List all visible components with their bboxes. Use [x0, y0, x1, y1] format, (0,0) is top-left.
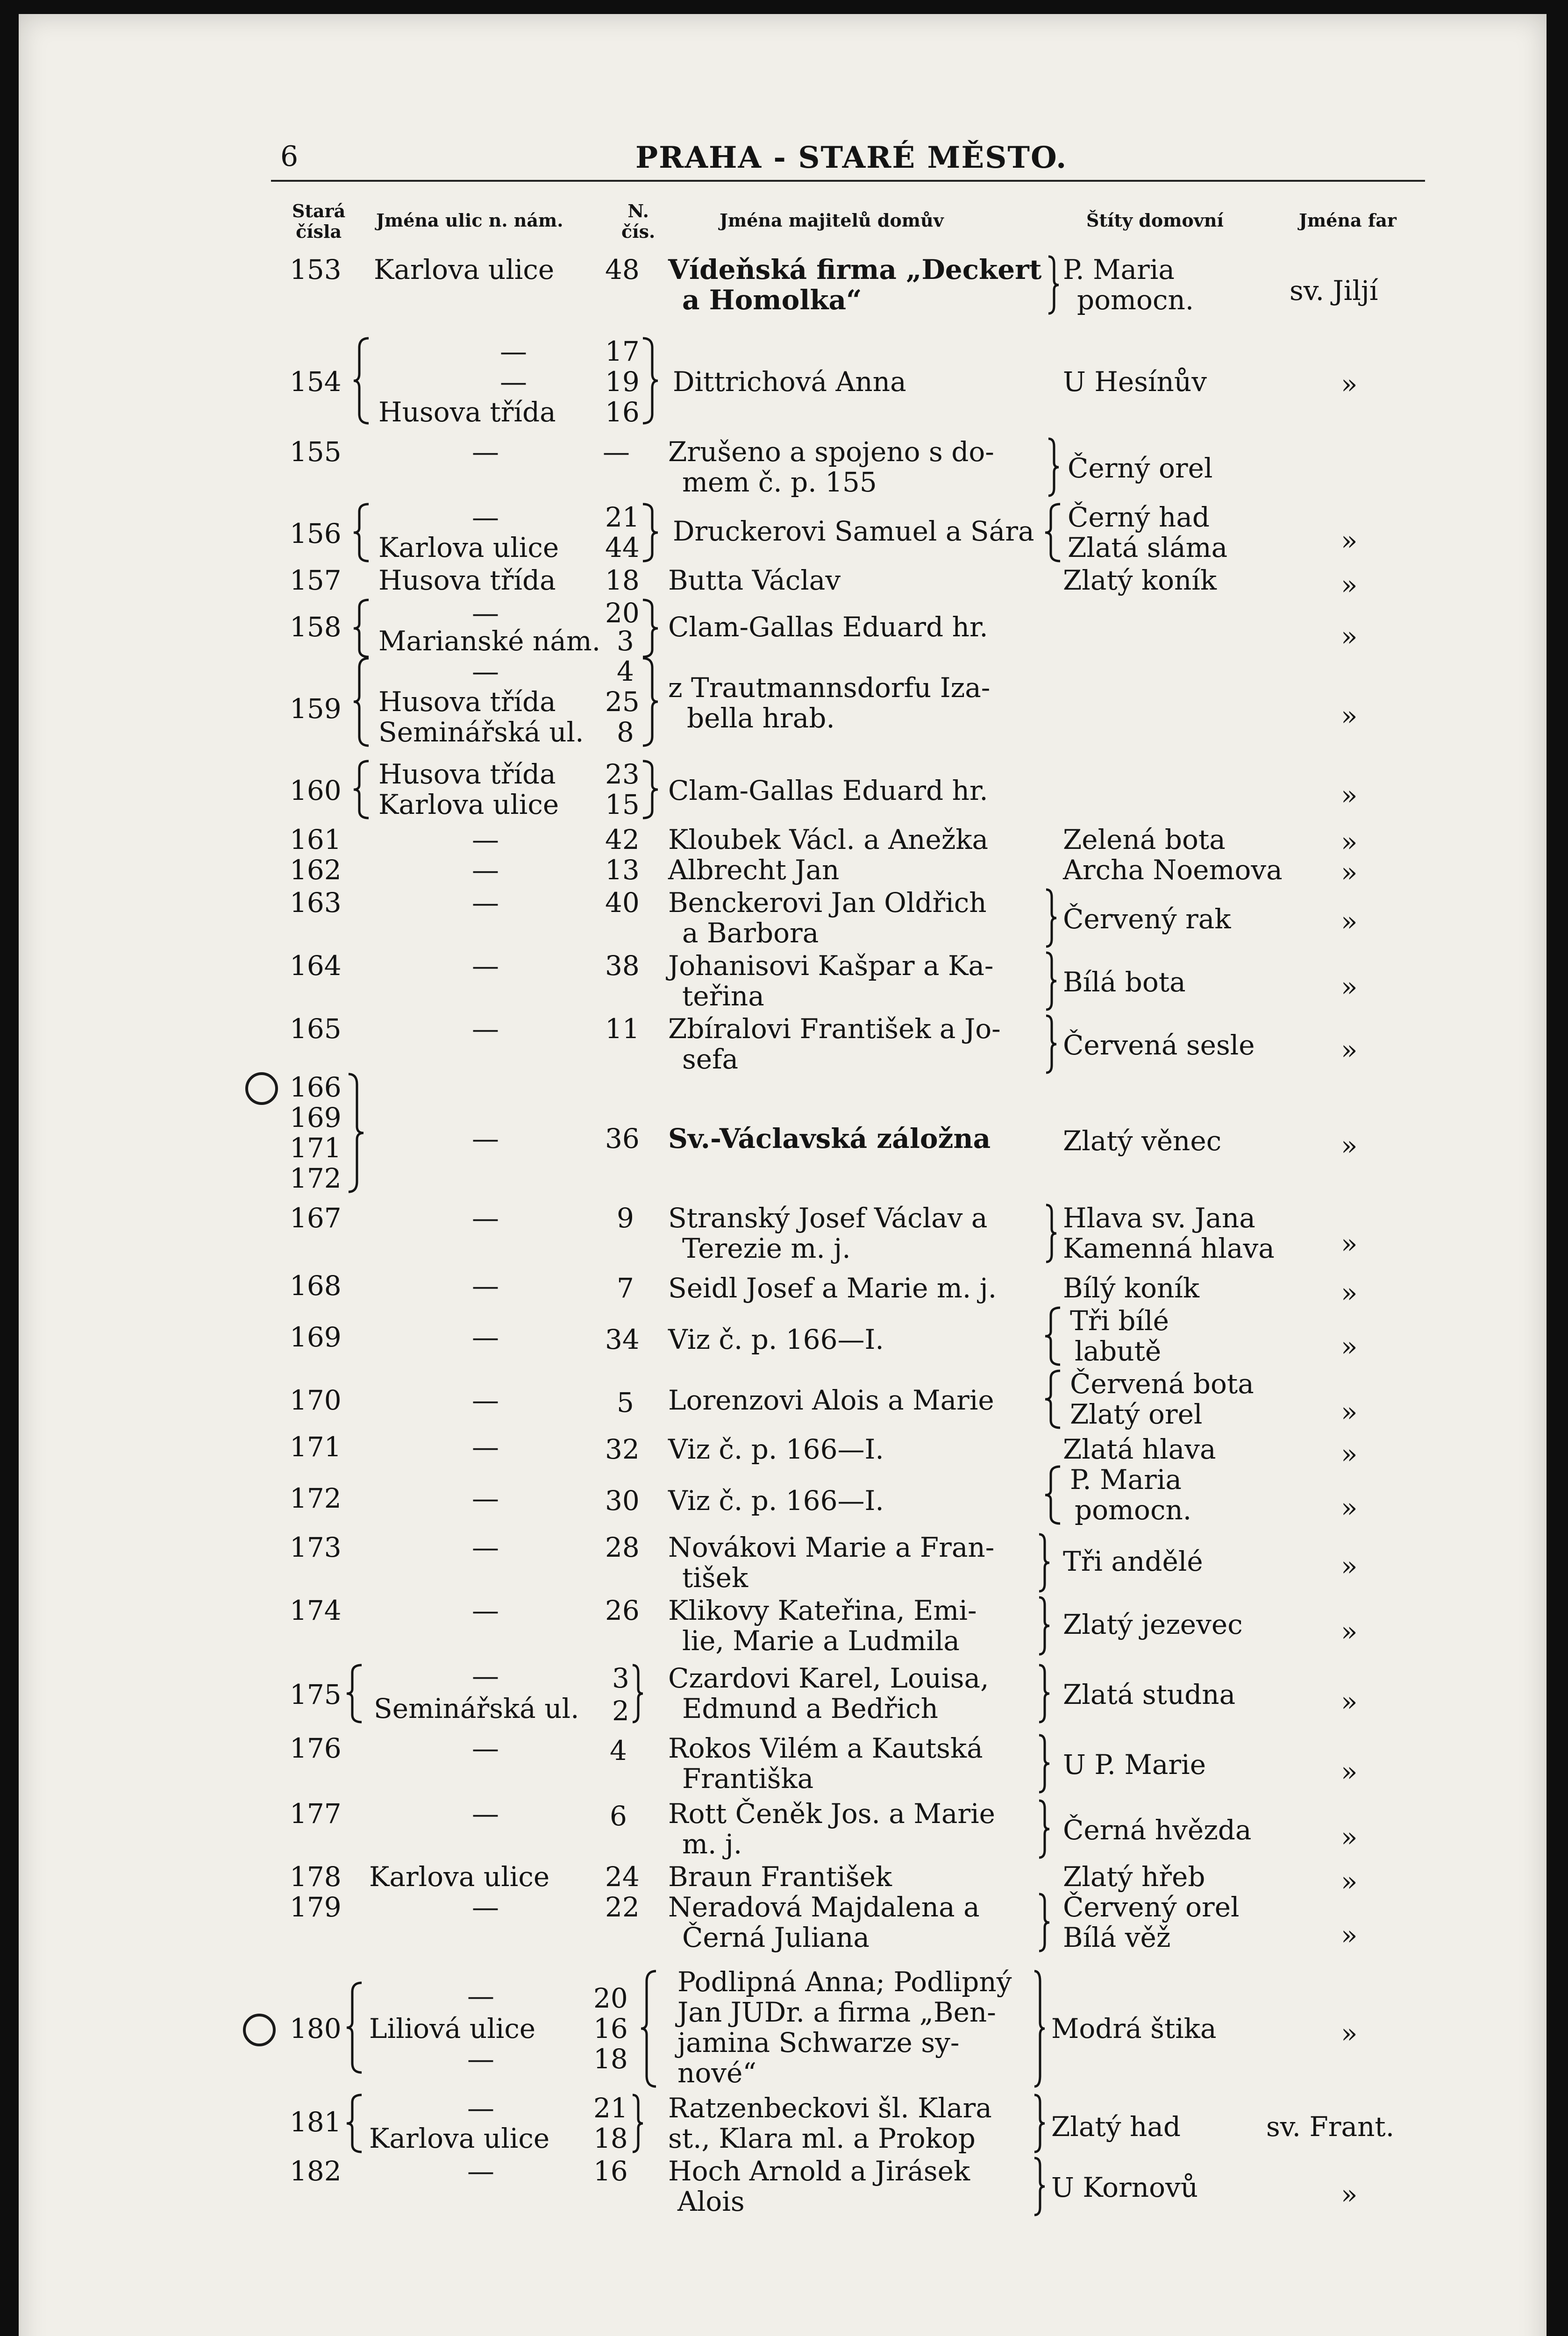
brace-181-sign — [1033, 2093, 1047, 2154]
row-180-num: 180 — [290, 2013, 342, 2044]
row-178-owner: Braun František — [668, 1861, 892, 1893]
row-171-sign: Zlatá hlava — [1063, 1433, 1216, 1465]
row-156-owner: Druckerovi Samuel a Sára — [673, 515, 1034, 547]
row-163-owner-1: Benckerovi Jan Oldřich — [668, 887, 987, 919]
row-159-cis-3: 8 — [617, 716, 634, 748]
row-172-sign-2: pomocn. — [1075, 1494, 1192, 1526]
row-163-parish: » — [1341, 905, 1358, 937]
brace-180-mid — [640, 1969, 659, 2088]
row-180-owner-2: Jan JUDr. a firma „Ben- — [677, 1996, 996, 2028]
row-153-sign-2: pomocn. — [1077, 284, 1194, 316]
brace-181-right — [631, 2093, 645, 2154]
row-165-cis: 11 — [605, 1013, 640, 1045]
row-176-sign: U P. Marie — [1063, 1749, 1206, 1780]
row-173-num: 173 — [290, 1531, 342, 1563]
row-157-cis: 18 — [605, 564, 640, 596]
brace-182 — [1033, 2156, 1047, 2217]
row-164-sign: Bílá bota — [1063, 966, 1186, 998]
row-157-sign: Zlatý koník — [1063, 564, 1217, 596]
row-181-street-2: Karlova ulice — [369, 2122, 550, 2154]
row-175-parish: » — [1341, 1686, 1358, 1717]
row-154-parish: » — [1341, 368, 1358, 400]
row-181-cis-1: 21 — [593, 2092, 628, 2124]
row-158-owner: Clam-Gallas Eduard hr. — [668, 611, 988, 643]
col-header-stara-cisla: Stará čísla — [292, 200, 346, 242]
row-176-owner-2: Františka — [682, 1763, 814, 1795]
row-176-owner-1: Rokos Vilém a Kautská — [668, 1732, 983, 1764]
row-169-owner: Viz č. p. 166—I. — [668, 1324, 884, 1355]
brace-156-left — [353, 502, 371, 563]
row-166-num-1: 166 — [290, 1071, 342, 1103]
row-172-parish: » — [1341, 1492, 1358, 1524]
row-165-sign: Červená sesle — [1063, 1029, 1255, 1061]
brace-177 — [1037, 1799, 1051, 1859]
row-159-street-1: — — [472, 655, 499, 687]
row-180-street-2: Liliová ulice — [369, 2013, 536, 2044]
row-181-street-1: — — [467, 2092, 494, 2124]
row-155-num: 155 — [290, 436, 342, 468]
row-169-cis: 34 — [605, 1324, 640, 1355]
row-174-cis: 26 — [605, 1595, 640, 1626]
row-182-num: 182 — [290, 2155, 342, 2187]
row-174-owner-2: lie, Marie a Ludmila — [682, 1625, 960, 1657]
brace-160-right — [640, 759, 659, 820]
brace-166-group — [346, 1072, 364, 1194]
row-159-cis-2: 25 — [605, 686, 640, 718]
brace-172 — [1044, 1465, 1063, 1525]
row-174-street: — — [472, 1595, 499, 1626]
brace-153 — [1047, 255, 1061, 315]
row-163-street: — — [472, 887, 499, 919]
row-153-cis: 48 — [605, 254, 640, 285]
row-167-cis: 9 — [617, 1202, 634, 1234]
row-173-owner-2: tišek — [682, 1562, 748, 1594]
row-171-parish: » — [1341, 1438, 1358, 1470]
row-170-num: 170 — [290, 1384, 342, 1416]
row-177-sign: Černá hvězda — [1063, 1814, 1252, 1846]
row-173-owner-1: Novákovi Marie a Fran- — [668, 1531, 995, 1563]
row-182-cis: 16 — [593, 2155, 628, 2187]
row-165-owner-2: sefa — [682, 1043, 739, 1075]
row-173-parish: » — [1341, 1550, 1358, 1582]
row-161-owner: Kloubek Václ. a Anežka — [668, 824, 989, 855]
row-158-parish: » — [1341, 620, 1358, 652]
row-170-street: — — [472, 1384, 499, 1416]
row-154-street-3: Husova třída — [378, 396, 556, 428]
row-156-street-1: — — [472, 501, 499, 533]
row-169-parish: » — [1341, 1331, 1358, 1362]
row-170-sign-1: Červená bota — [1070, 1368, 1254, 1400]
row-173-cis: 28 — [605, 1531, 640, 1563]
row-161-sign: Zelená bota — [1063, 824, 1226, 855]
row-166-cis: 36 — [605, 1123, 640, 1154]
row-182-owner-1: Hoch Arnold a Jirásek — [668, 2155, 970, 2187]
row-159-num: 159 — [290, 693, 342, 725]
row-175-street-1: — — [472, 1660, 499, 1692]
row-167-owner-1: Stranský Josef Václav a — [668, 1202, 988, 1234]
row-177-street: — — [472, 1798, 499, 1830]
row-169-sign-2: labutě — [1075, 1335, 1162, 1367]
brace-180-left — [346, 1981, 364, 2074]
row-155-cis: — — [603, 436, 630, 468]
row-167-owner-2: Terezie m. j. — [682, 1232, 851, 1264]
row-175-owner-1: Czardovi Karel, Louisa, — [668, 1662, 989, 1694]
row-166-parish: » — [1341, 1130, 1358, 1161]
row-165-street: — — [472, 1013, 499, 1045]
brace-173 — [1037, 1532, 1051, 1593]
row-160-cis-2: 15 — [605, 789, 640, 820]
row-162-cis: 13 — [605, 854, 640, 886]
col-header-majitele: Jména majitelů domův — [720, 210, 944, 231]
row-159-street-3: Seminářská ul. — [378, 716, 584, 748]
row-156-sign-1: Černý had — [1068, 501, 1210, 533]
row-156-parish: » — [1341, 525, 1358, 556]
row-160-num: 160 — [290, 775, 342, 806]
row-175-owner-2: Edmund a Bedřich — [682, 1693, 938, 1724]
row-163-sign: Červený rak — [1063, 903, 1231, 935]
brace-160-left — [353, 759, 371, 820]
row-153-owner-1: Vídeňská firma „Deckert — [668, 254, 1042, 285]
brace-181-left — [346, 2093, 364, 2154]
page — [19, 14, 1547, 2336]
row-178-cis: 24 — [605, 1861, 640, 1893]
row-164-num: 164 — [290, 950, 342, 982]
row-181-num: 181 — [290, 2106, 342, 2138]
row-176-street: — — [472, 1732, 499, 1764]
brace-156-right — [640, 502, 659, 563]
row-163-num: 163 — [290, 887, 342, 919]
col-header-fary: Jména far — [1299, 210, 1397, 231]
row-176-parish: » — [1341, 1756, 1358, 1788]
brace-164 — [1044, 951, 1058, 1011]
row-162-owner: Albrecht Jan — [668, 854, 840, 886]
circle-mark-166 — [245, 1072, 278, 1105]
row-172-sign-1: P. Maria — [1070, 1464, 1182, 1496]
col-header-nove-cislo: N. čís. — [621, 200, 656, 242]
row-158-cis-2: 3 — [617, 625, 634, 657]
row-165-parish: » — [1341, 1034, 1358, 1066]
row-174-owner-1: Klikovy Kateřina, Emi- — [668, 1595, 977, 1626]
row-168-num: 168 — [290, 1270, 342, 1302]
brace-159-left — [353, 656, 371, 748]
row-170-cis: 5 — [617, 1387, 634, 1418]
row-159-owner-2: bella hrab. — [687, 702, 835, 734]
circle-mark-180 — [243, 2014, 276, 2046]
row-171-cis: 32 — [605, 1433, 640, 1465]
row-159-cis-1: 4 — [617, 655, 634, 687]
row-166-num-4: 172 — [290, 1162, 342, 1194]
row-160-cis-1: 23 — [605, 758, 640, 790]
brace-170 — [1044, 1369, 1063, 1430]
row-166-num-2: 169 — [290, 1102, 342, 1133]
row-181-owner-2: st., Klara ml. a Prokop — [668, 2122, 976, 2154]
row-156-street-2: Karlova ulice — [378, 532, 559, 563]
row-154-num: 154 — [290, 366, 342, 398]
row-176-num: 176 — [290, 1732, 342, 1764]
row-175-street-2: Seminářská ul. — [374, 1693, 579, 1724]
row-180-owner-3: jamina Schwarze sy- — [677, 2027, 960, 2058]
row-171-owner: Viz č. p. 166—I. — [668, 1433, 884, 1465]
row-164-street: — — [472, 950, 499, 982]
row-175-num: 175 — [290, 1679, 342, 1710]
brace-158-right — [640, 598, 659, 659]
row-177-parish: » — [1341, 1821, 1358, 1853]
row-167-num: 167 — [290, 1202, 342, 1234]
row-160-owner: Clam-Gallas Eduard hr. — [668, 775, 988, 806]
row-154-street-1: — — [500, 335, 527, 367]
col-header-ulice: Jména ulic n. nám. — [376, 210, 563, 231]
brace-154-left — [353, 336, 371, 425]
row-156-num: 156 — [290, 518, 342, 549]
row-170-sign-2: Zlatý orel — [1070, 1398, 1203, 1430]
row-179-sign-2: Bílá věž — [1063, 1922, 1171, 1953]
row-181-parish: sv. Frant. — [1266, 2111, 1395, 2143]
row-155-street: — — [472, 436, 499, 468]
row-182-parish: » — [1341, 2179, 1358, 2210]
row-158-street-1: — — [472, 597, 499, 629]
brace-167 — [1044, 1203, 1058, 1264]
row-161-cis: 42 — [605, 824, 640, 855]
row-166-owner: Sv.-Václavská záložna — [668, 1123, 991, 1154]
row-169-street: — — [472, 1321, 499, 1353]
row-159-street-2: Husova třída — [378, 686, 556, 718]
col-header-stity: Štíty domovní — [1086, 210, 1224, 231]
row-154-sign: U Hesínův — [1063, 366, 1207, 398]
row-167-street: — — [472, 1202, 499, 1234]
row-174-sign: Zlatý jezevec — [1063, 1609, 1243, 1640]
brace-163 — [1044, 888, 1058, 948]
row-154-cis-2: 19 — [605, 366, 640, 398]
row-155-sign: Černý orel — [1068, 452, 1213, 484]
row-170-parish: » — [1341, 1396, 1358, 1428]
row-173-street: — — [472, 1531, 499, 1563]
row-156-cis-1: 21 — [605, 501, 640, 533]
row-162-sign: Archa Noemova — [1063, 854, 1283, 886]
row-164-owner-2: teřina — [682, 980, 764, 1012]
row-165-owner-1: Zbíralovi František a Jo- — [668, 1013, 1001, 1045]
row-156-cis-2: 44 — [605, 532, 640, 563]
row-179-owner-1: Neradová Majdalena a — [668, 1891, 980, 1923]
brace-175-left — [346, 1663, 364, 1724]
row-167-sign-1: Hlava sv. Jana — [1063, 1202, 1255, 1234]
row-175-cis-1: 3 — [612, 1662, 629, 1694]
row-178-sign: Zlatý hřeb — [1063, 1861, 1205, 1893]
row-172-street: — — [472, 1482, 499, 1514]
row-177-owner-1: Rott Čeněk Jos. a Marie — [668, 1798, 995, 1830]
brace-180-right — [1033, 1969, 1047, 2088]
row-168-parish: » — [1341, 1277, 1358, 1309]
row-179-owner-2: Černá Juliana — [682, 1922, 870, 1953]
row-177-cis: 6 — [610, 1800, 627, 1832]
row-165-num: 165 — [290, 1013, 342, 1045]
row-175-cis-2: 2 — [612, 1695, 629, 1727]
row-168-sign: Bílý koník — [1063, 1272, 1200, 1304]
brace-175-right — [631, 1663, 645, 1724]
brace-176 — [1037, 1733, 1051, 1794]
row-159-owner-1: z Trautmannsdorfu Iza- — [668, 672, 991, 704]
row-161-num: 161 — [290, 824, 342, 855]
row-161-parish: » — [1341, 826, 1358, 858]
row-153-sign-1: P. Maria — [1063, 254, 1175, 285]
brace-179 — [1037, 1892, 1051, 1953]
brace-158-left — [353, 598, 371, 659]
row-153-parish: sv. Jiljí — [1290, 275, 1378, 306]
row-180-cis-3: 18 — [593, 2043, 628, 2075]
row-167-sign-2: Kamenná hlava — [1063, 1232, 1275, 1264]
row-162-street: — — [472, 854, 499, 886]
row-180-owner-1: Podlipná Anna; Podlipný — [677, 1966, 1012, 1998]
row-164-parish: » — [1341, 971, 1358, 1003]
row-166-num-3: 171 — [290, 1132, 342, 1164]
row-181-sign: Zlatý had — [1051, 2111, 1181, 2143]
row-180-owner-4: nové“ — [677, 2057, 757, 2089]
row-158-num: 158 — [290, 611, 342, 643]
header-rule — [271, 180, 1425, 182]
row-173-sign: Tři andělé — [1063, 1545, 1203, 1577]
row-162-parish: » — [1341, 856, 1358, 888]
brace-156-sign — [1044, 502, 1063, 563]
row-156-sign-2: Zlatá sláma — [1068, 532, 1228, 563]
row-164-owner-1: Johanisovi Kašpar a Ka- — [668, 950, 994, 982]
page-number: 6 — [280, 140, 299, 173]
row-177-owner-2: m. j. — [682, 1828, 742, 1860]
row-160-parish: » — [1341, 779, 1358, 811]
row-179-sign-1: Červený orel — [1063, 1891, 1240, 1923]
row-157-num: 157 — [290, 564, 342, 596]
row-158-cis-1: 20 — [605, 597, 640, 629]
row-160-street-2: Karlova ulice — [378, 789, 559, 820]
brace-169 — [1044, 1306, 1063, 1367]
row-154-cis-1: 17 — [605, 335, 640, 367]
row-164-cis: 38 — [605, 950, 640, 982]
row-162-num: 162 — [290, 854, 342, 886]
row-176-cis: 4 — [610, 1735, 627, 1766]
row-155-owner-2: mem č. p. 155 — [682, 466, 877, 498]
row-179-num: 179 — [290, 1891, 342, 1923]
row-172-owner: Viz č. p. 166—I. — [668, 1485, 884, 1517]
row-182-owner-2: Alois — [677, 2186, 745, 2217]
row-180-parish: » — [1341, 2017, 1358, 2049]
row-154-owner: Dittrichová Anna — [673, 366, 906, 398]
row-172-cis: 30 — [605, 1485, 640, 1517]
row-174-num: 174 — [290, 1595, 342, 1626]
row-167-parish: » — [1341, 1228, 1358, 1260]
row-161-street: — — [472, 824, 499, 855]
row-169-sign-1: Tři bílé — [1070, 1305, 1169, 1337]
row-157-owner: Butta Václav — [668, 564, 841, 596]
brace-159-right — [640, 656, 659, 748]
row-182-sign: U Kornovů — [1051, 2172, 1198, 2203]
row-174-parish: » — [1341, 1616, 1358, 1647]
row-154-street-2: — — [500, 366, 527, 398]
row-163-owner-2: a Barbora — [682, 917, 819, 949]
row-170-owner: Lorenzovi Alois a Marie — [668, 1384, 994, 1416]
brace-155 — [1047, 437, 1061, 498]
row-166-street: — — [472, 1123, 499, 1154]
row-180-street-3: — — [467, 2043, 494, 2075]
row-178-street: Karlova ulice — [369, 1861, 550, 1893]
row-153-street: Karlova ulice — [374, 254, 555, 285]
row-181-owner-1: Ratzenbeckovi šl. Klara — [668, 2092, 992, 2124]
row-158-street-2: Marianské nám. — [378, 625, 601, 657]
row-159-parish: » — [1341, 700, 1358, 732]
row-180-sign: Modrá štika — [1051, 2013, 1217, 2044]
row-182-street: — — [467, 2155, 494, 2187]
row-168-owner: Seidl Josef a Marie m. j. — [668, 1272, 997, 1304]
row-180-cis-1: 20 — [593, 1982, 628, 2014]
brace-174 — [1037, 1595, 1051, 1656]
row-180-street-1: — — [467, 1980, 494, 2012]
row-181-cis-2: 18 — [593, 2122, 628, 2154]
brace-154-right — [640, 336, 659, 425]
row-178-num: 178 — [290, 1861, 342, 1893]
page-title: PRAHA - STARÉ MĚSTO. — [635, 140, 1068, 175]
row-163-cis: 40 — [605, 887, 640, 919]
brace-175-sign — [1037, 1663, 1051, 1724]
row-179-cis: 22 — [605, 1891, 640, 1923]
row-166-sign: Zlatý věnec — [1063, 1125, 1222, 1157]
row-179-street: — — [472, 1891, 499, 1923]
row-153-num: 153 — [290, 254, 342, 285]
row-180-cis-2: 16 — [593, 2013, 628, 2044]
row-175-sign: Zlatá studna — [1063, 1679, 1236, 1710]
row-169-num: 169 — [290, 1321, 342, 1353]
row-157-street: Husova třída — [378, 564, 556, 596]
row-155-owner-1: Zrušeno a spojeno s do- — [668, 436, 994, 468]
row-178-parish: » — [1341, 1866, 1358, 1897]
row-153-owner-2: a Homolka“ — [682, 284, 862, 316]
row-179-parish: » — [1341, 1919, 1358, 1951]
row-168-street: — — [472, 1270, 499, 1302]
row-171-street: — — [472, 1431, 499, 1463]
row-157-parish: » — [1341, 569, 1358, 601]
row-177-num: 177 — [290, 1798, 342, 1830]
row-154-cis-3: 16 — [605, 396, 640, 428]
row-160-street-1: Husova třída — [378, 758, 556, 790]
row-172-num: 172 — [290, 1482, 342, 1514]
row-171-num: 171 — [290, 1431, 342, 1463]
row-168-cis: 7 — [617, 1272, 634, 1304]
brace-165 — [1044, 1014, 1058, 1075]
